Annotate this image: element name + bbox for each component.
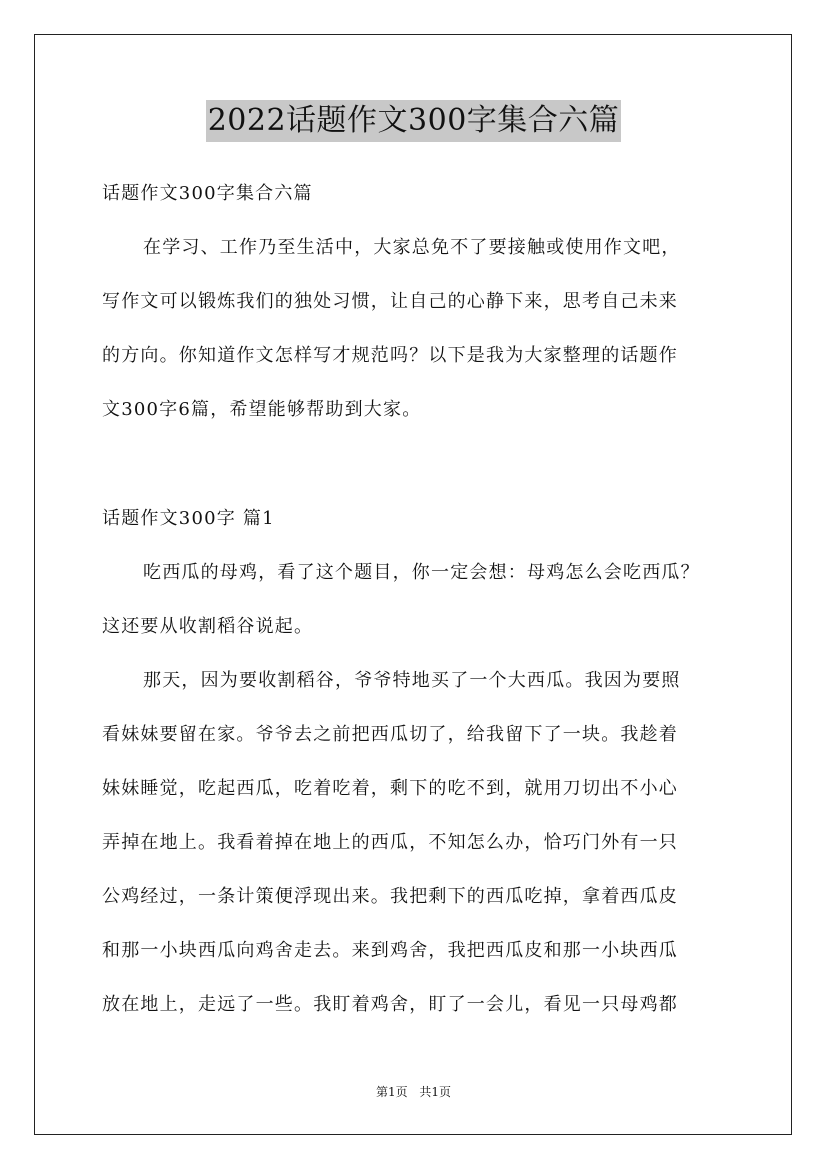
paragraph-line: 妹妹睡觉，吃起西瓜，吃着吃着，剩下的吃不到，就用刀切出不小心 — [102, 778, 678, 799]
paragraph-line: 和那一小块西瓜向鸡舍走去。来到鸡舍，我把西瓜皮和那一小块西瓜 — [102, 940, 678, 961]
page-footer — [0, 1084, 827, 1100]
paragraph-line: 吃西瓜的母鸡，看了这个题目，你一定会想：母鸡怎么会吃西瓜？ — [143, 562, 700, 583]
intro-line: 写作文可以锻炼我们的独处习惯，让自己的心静下来，思考自己未来 — [102, 291, 678, 312]
paragraph-line: 这还要从收割稻谷说起。 — [102, 616, 314, 637]
title-container — [0, 100, 827, 142]
paragraph-line: 那天，因为要收割稻谷，爷爷特地买了一个大西瓜。我因为要照 — [143, 670, 681, 691]
intro-line: 文300字6篇，希望能够帮助到大家。 — [102, 399, 422, 420]
page-total: 共1页 — [419, 1085, 452, 1099]
paragraph-line: 弄掉在地上。我看着掉在地上的西瓜，不知怎么办，恰巧门外有一只 — [102, 832, 678, 853]
paragraph-line: 放在地上，走远了一些。我盯着鸡舍，盯了一会儿，看见一只母鸡都 — [102, 994, 678, 1015]
paragraph-line: 看妹妹要留在家。爷爷去之前把西瓜切了，给我留下了一块。我趁着 — [102, 724, 678, 745]
section-heading: 话题作文300字 篇1 — [102, 508, 275, 529]
document-title: 2022话题作文300字集合六篇 — [206, 100, 622, 142]
intro-line: 的方向。你知道作文怎样写才规范吗？以下是我为大家整理的话题作 — [102, 345, 678, 366]
page-number: 第1页 — [375, 1085, 408, 1099]
intro-line: 在学习、工作乃至生活中，大家总免不了要接触或使用作文吧， — [143, 237, 681, 258]
paragraph-line: 公鸡经过，一条计策便浮现出来。我把剩下的西瓜吃掉，拿着西瓜皮 — [102, 886, 678, 907]
subtitle: 话题作文300字集合六篇 — [102, 183, 313, 204]
